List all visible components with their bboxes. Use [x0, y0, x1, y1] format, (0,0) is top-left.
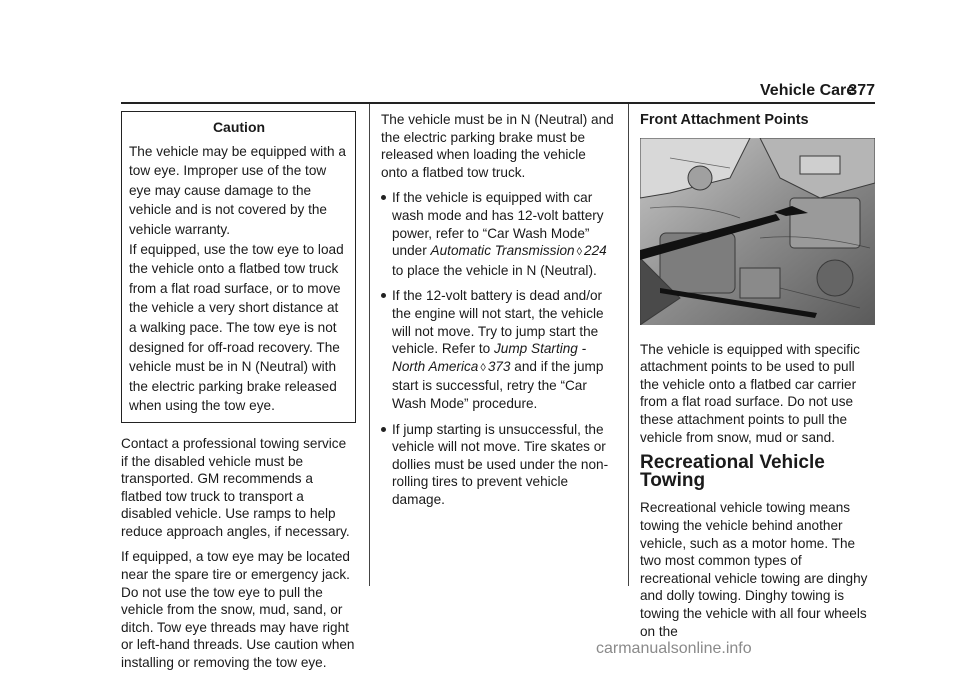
column-2 — [381, 111, 616, 516]
caution-paragraph-1: The vehicle may be equipped with a tow eye. Improper use of the tow eye may cause damage to the vehicle and is not covered by the vehicle warranty. — [129, 143, 346, 237]
page-number: 377 — [848, 82, 875, 99]
caution-paragraph-2: If equipped, use the tow eye to load the vehicle onto a flatbed tow truck from a flat road surface, or to move the vehicle a very short distance at a walking pace. The tow eye is not designed for off-road recovery. The vehicle must be in N (Neutral) with the electric parking brake released when using the tow eye. — [129, 241, 344, 414]
section-title: Vehicle Care — [760, 82, 856, 99]
bullet-list — [381, 189, 616, 508]
list-item — [381, 287, 616, 412]
caution-box — [121, 111, 356, 423]
page-header — [760, 76, 875, 100]
attachment-points-paragraph: The vehicle is equipped with specific attachment points to be used to pull the vehicle onto a flatbed car carrier from a flat road surface. Do not use these attachment points to pull the vehicle from snow, mud or sand. — [640, 341, 860, 445]
bullet-text: If the 12-volt battery is dead and/or the engine will not start, the vehicle will not move. Try to jump start the vehicle. Refer to — [392, 288, 604, 357]
towing-service-paragraph: Contact a professional towing service if the disabled vehicle must be transported. GM recommends a flatbed tow truck to transport a disabled vehicle. Use ramps to help reduce approach angles, if necessary. — [121, 435, 350, 539]
recreational-towing-paragraph: Recreational vehicle towing means towing the vehicle behind another vehicle, such as a motor home. The two most common types of recreational vehicle towing are dinghy and dolly towing. Dinghy towing is towing the vehicle with all four wheels on the — [640, 500, 868, 639]
column-divider-right — [628, 104, 629, 586]
watermark: carmanualsonline.info — [596, 640, 752, 657]
cross-reference-link[interactable]: Automatic Transmission — [430, 243, 575, 259]
bullet-text: and if the jump start is successful, retry the “Car Wash Mode” procedure. — [392, 358, 604, 411]
bullet-icon — [381, 427, 386, 432]
bullet-icon — [381, 195, 386, 200]
list-item — [381, 421, 616, 509]
page-reference-icon: ◊ — [576, 246, 583, 259]
list-item — [381, 189, 616, 279]
cross-reference-link[interactable]: Jump Starting - North America — [392, 341, 587, 374]
bullet-text: If the vehicle is equipped with car wash mode and has 12-volt battery power, refer to “Car Wash Mode” under — [392, 190, 604, 259]
bullet-icon — [381, 293, 386, 298]
caution-title: Caution — [212, 119, 266, 135]
page-reference-number[interactable]: 224 — [584, 243, 607, 259]
column-divider-left — [369, 104, 370, 586]
flatbed-intro-paragraph: The vehicle must be in N (Neutral) and the electric parking brake must be released when loading the vehicle onto a flatbed tow truck. — [381, 112, 614, 180]
page-reference-icon: ◊ — [480, 361, 486, 374]
tow-eye-paragraph: If equipped, a tow eye may be located near the spare tire or emergency jack. Do not use the tow eye to pull the vehicle from the snow, mud, sand, or ditch. Tow eye threads may have right or left-hand threads. Use caution when installing or removing the tow eye. — [121, 549, 355, 671]
column-3 — [640, 111, 875, 648]
header-rule — [121, 102, 875, 104]
recreational-towing-heading: Recreational Vehicle Towing — [640, 452, 825, 491]
front-attachment-heading: Front Attachment Points — [640, 112, 809, 128]
front-attachment-photo — [640, 138, 875, 325]
bullet-text: to place the vehicle in N (Neutral). — [392, 262, 597, 278]
bullet-text: If jump starting is unsuccessful, the vehicle will not move. Tire skates or dollies must be used under the non-rolling tires to prevent vehicle damage. — [392, 421, 609, 507]
page-reference-number[interactable]: 373 — [487, 358, 511, 374]
column-1 — [121, 111, 356, 680]
